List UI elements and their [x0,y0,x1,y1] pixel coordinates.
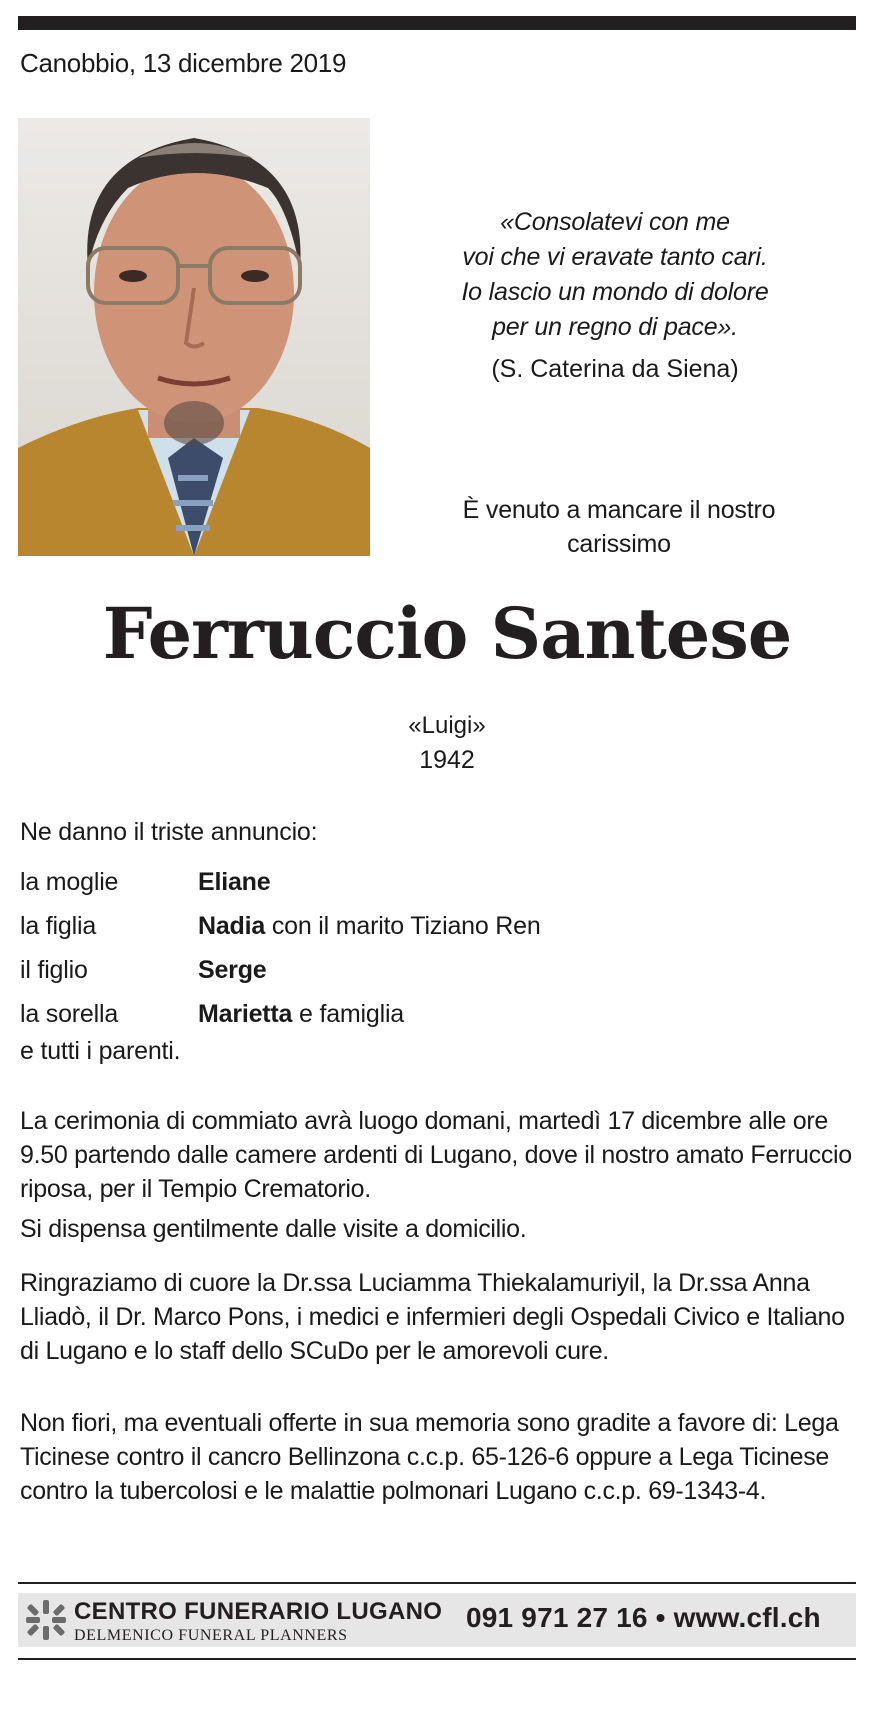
ceremony-paragraph: La cerimonia di commiato avrà luogo domani, martedì 17 dicembre alle ore 9.50 partendo dalle camere ardenti di Lugano, dove il nostro amato Ferruccio riposa, per il Tempio Crematorio. [20,1107,852,1203]
family-row [20,992,541,1036]
announcement-closing: e tutti i parenti. [20,1037,181,1065]
family-member-name: Serge [198,955,267,984]
quote-line: per un regno di pace». [492,313,738,341]
family-member-name: Marietta [198,999,293,1028]
portrait-photo [18,118,370,556]
family-relation: la moglie [20,867,119,896]
deceased-year: 1942 [419,746,475,774]
quote-block [400,205,830,345]
visits-paragraph: Si dispensa gentilmente dalle visite a domicilio. [20,1215,527,1243]
deceased-name: Ferruccio Santese [102,592,792,675]
family-relation: il figlio [20,955,88,984]
funeral-home-name: CENTRO FUNERARIO LUGANO [74,1598,443,1625]
donations-paragraph: Non fiori, ma eventuali offerte in sua memoria sono gradite a favore di: Lega Ticinese contro il cancro Bellinzona c.c.p. 65-126-6 oppure a Lega Ticinese contro la tubercolosi e le malattie polmonari Lugano c.c.p. 69-1343-4. [20,1409,839,1505]
family-row [20,904,541,948]
family-member-name: Eliane [198,867,271,896]
portrait-illustration [18,118,370,556]
family-relation: la figlia [20,911,97,940]
family-member [198,956,266,985]
quote-line: Io lascio un mondo di dolore [461,278,769,306]
family-row [20,860,541,904]
quote-line: voi che vi eravate tanto cari. [462,243,768,271]
family-member [198,912,541,941]
top-rule [18,16,856,30]
funeral-home-logo-icon [24,1598,68,1642]
funeral-home-subtitle: DELMENICO FUNERAL PLANNERS [74,1627,348,1644]
thanks-paragraph: Ringraziamo di cuore la Dr.ssa Luciamma Thiekalamuriyil, la Dr.ssa Anna Lliadò, il Dr. Marco Pons, i medici e infermieri degli Ospedali Civico e Italiano di Lugano e lo staff dello SCuDo per le amorevoli cure. [20,1269,845,1365]
family-row [20,948,541,992]
intro-text [420,493,818,561]
dateline: Canobbio, 13 dicembre 2019 [20,48,347,78]
quote-author: (S. Caterina da Siena) [491,355,739,383]
family-member-note: e famiglia [292,999,405,1028]
family-member-note: con il marito Tiziano Ren [265,911,541,940]
family-member-name: Nadia [198,911,266,940]
footer-top-rule [18,1582,856,1584]
family-relation: la sorella [20,999,119,1028]
family-list [20,860,541,1036]
footer-bottom-rule [18,1658,856,1660]
funeral-home-contact: 091 971 27 16 • www.cfl.ch [466,1602,821,1633]
deceased-nickname: «Luigi» [408,712,486,739]
quote-line: «Consolatevi con me [500,208,730,236]
intro-line: È venuto a mancare il nostro [462,496,776,524]
family-member [198,868,270,897]
intro-line: carissimo [567,530,671,558]
family-member [198,1000,404,1029]
announcement-heading: Ne danno il triste annuncio: [20,818,318,846]
